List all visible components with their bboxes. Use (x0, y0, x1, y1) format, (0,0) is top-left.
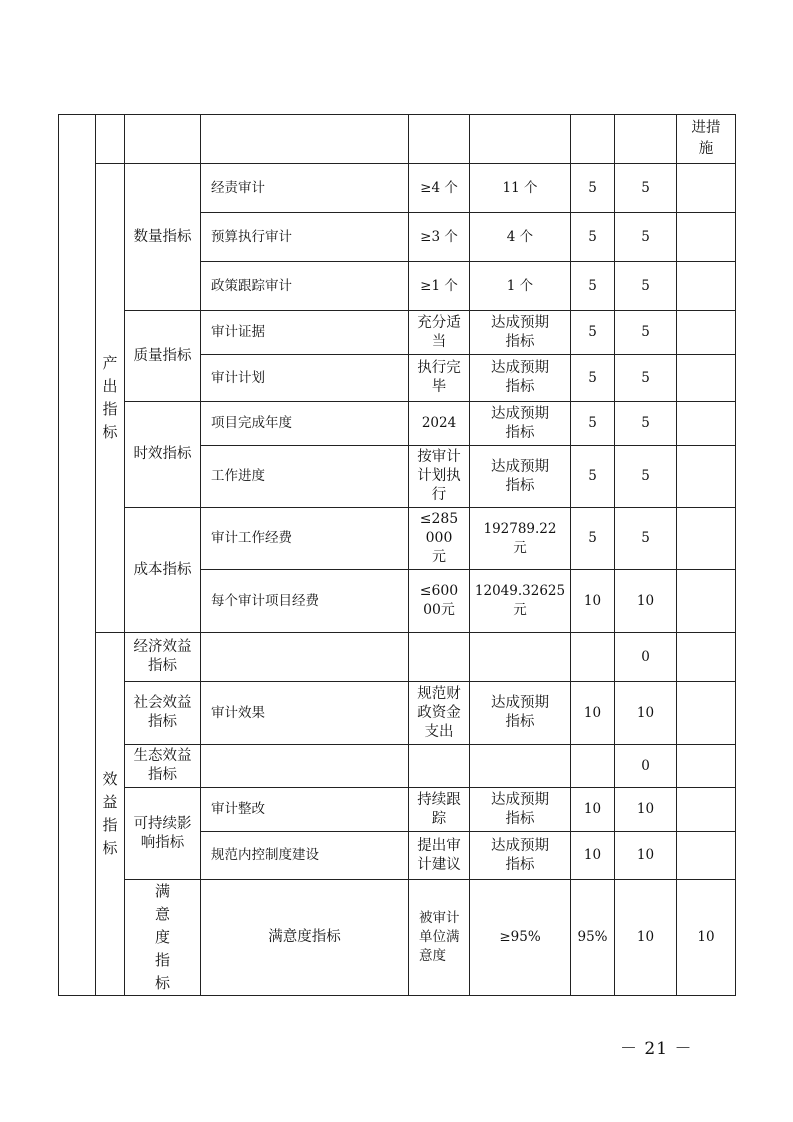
indicator-improvement (677, 164, 736, 213)
indicator-target: 规范财政资金支出 (409, 682, 470, 745)
indicator-score: 10 (615, 788, 677, 832)
indicator-actual: 达成预期指标 (470, 446, 571, 508)
indicator-score: 0 (615, 633, 677, 682)
indicator-name: 规范内控制度建设 (201, 832, 409, 880)
table-row (59, 682, 736, 745)
page-number: － 21 － (620, 1039, 693, 1059)
indicator-weight: 5 (571, 311, 615, 355)
indicator-actual: 4 个 (470, 213, 571, 262)
indicator-target: ≤285000元 (409, 508, 470, 570)
performance-indicator-table (58, 114, 736, 996)
improvement-measures-header: 进措施 (677, 115, 736, 164)
indicator-improvement (677, 633, 736, 682)
indicator-weight: 10 (571, 788, 615, 832)
indicator-weight: 10 (571, 570, 615, 633)
indicator-name: 政策跟踪审计 (201, 262, 409, 311)
indicator-target: ≥95% (470, 880, 571, 996)
cell-blank (409, 115, 470, 164)
indicator-score: 10 (677, 880, 736, 996)
indicator-weight: 10 (571, 832, 615, 880)
indicator-target: 充分适当 (409, 311, 470, 355)
indicator-score: 5 (615, 164, 677, 213)
indicator-target: ≤60000元 (409, 570, 470, 633)
indicator-weight (571, 633, 615, 682)
ecological-benefit-label: 生态效益指标 (125, 745, 201, 788)
level1-cell-blank (59, 115, 96, 996)
indicator-improvement (677, 262, 736, 311)
indicator-name (201, 633, 409, 682)
cell-blank (615, 115, 677, 164)
indicator-name: 审计整改 (201, 788, 409, 832)
indicator-improvement (677, 446, 736, 508)
indicator-actual: 95% (571, 880, 615, 996)
indicator-improvement (677, 213, 736, 262)
quality-indicator-label: 质量指标 (125, 311, 201, 402)
indicator-improvement (677, 832, 736, 880)
indicator-score: 5 (615, 213, 677, 262)
indicator-improvement (677, 745, 736, 788)
satisfaction-sub-label: 满意度指标 (201, 880, 409, 996)
table-row (59, 164, 736, 213)
sustainable-impact-label: 可持续影响指标 (125, 788, 201, 880)
indicator-weight (571, 745, 615, 788)
indicator-score: 5 (615, 402, 677, 446)
indicator-name: 被审计单位满意度 (409, 880, 470, 996)
indicator-target: 提出审计建议 (409, 832, 470, 880)
indicator-improvement (677, 311, 736, 355)
cell-blank (571, 115, 615, 164)
indicator-weight: 5 (571, 355, 615, 402)
indicator-score: 10 (615, 682, 677, 745)
indicator-target (409, 633, 470, 682)
indicator-weight: 5 (571, 164, 615, 213)
output-indicator-category: 产出指标 (96, 164, 125, 633)
indicator-score: 5 (615, 446, 677, 508)
indicator-target: 持续跟踪 (409, 788, 470, 832)
indicator-score: 10 (615, 570, 677, 633)
indicator-target: ≥4 个 (409, 164, 470, 213)
table-row (59, 508, 736, 570)
table-row (59, 311, 736, 355)
quantity-indicator-label: 数量指标 (125, 164, 201, 311)
indicator-target: 执行完毕 (409, 355, 470, 402)
social-benefit-label: 社会效益指标 (125, 682, 201, 745)
indicator-actual: 达成预期指标 (470, 311, 571, 355)
indicator-name: 预算执行审计 (201, 213, 409, 262)
indicator-name: 审计证据 (201, 311, 409, 355)
indicator-weight: 5 (571, 508, 615, 570)
table-row (59, 402, 736, 446)
indicator-actual (470, 633, 571, 682)
table-row (59, 788, 736, 832)
table-row (59, 115, 736, 164)
indicator-name: 审计工作经费 (201, 508, 409, 570)
indicator-actual: 达成预期指标 (470, 355, 571, 402)
economic-benefit-label: 经济效益指标 (125, 633, 201, 682)
indicator-actual: 1 个 (470, 262, 571, 311)
indicator-actual: 11 个 (470, 164, 571, 213)
indicator-actual: 192789.22元 (470, 508, 571, 570)
indicator-weight: 5 (571, 446, 615, 508)
indicator-name (201, 745, 409, 788)
indicator-score: 5 (615, 355, 677, 402)
indicator-weight: 10 (615, 880, 677, 996)
cell-blank (96, 115, 125, 164)
indicator-target: 2024 (409, 402, 470, 446)
indicator-improvement (677, 508, 736, 570)
indicator-actual: 12049.32625元 (470, 570, 571, 633)
cell-blank (201, 115, 409, 164)
indicator-actual: 达成预期指标 (470, 788, 571, 832)
indicator-name: 工作进度 (201, 446, 409, 508)
indicator-score: 0 (615, 745, 677, 788)
indicator-improvement (677, 355, 736, 402)
indicator-actual: 达成预期指标 (470, 832, 571, 880)
indicator-name: 每个审计项目经费 (201, 570, 409, 633)
indicator-score: 10 (615, 832, 677, 880)
indicator-score: 5 (615, 311, 677, 355)
indicator-name: 审计效果 (201, 682, 409, 745)
indicator-name: 项目完成年度 (201, 402, 409, 446)
indicator-name: 经责审计 (201, 164, 409, 213)
satisfaction-indicator-category: 满意度指标 (125, 880, 201, 996)
indicator-weight: 10 (571, 682, 615, 745)
cost-indicator-label: 成本指标 (125, 508, 201, 633)
indicator-target: ≥3 个 (409, 213, 470, 262)
indicator-actual: 达成预期指标 (470, 402, 571, 446)
benefit-indicator-category: 效益指标 (96, 633, 125, 996)
indicator-target: ≥1 个 (409, 262, 470, 311)
indicator-score: 5 (615, 262, 677, 311)
indicator-improvement (677, 788, 736, 832)
indicator-improvement (677, 570, 736, 633)
table-row (59, 880, 736, 996)
indicator-actual (470, 745, 571, 788)
cell-blank (470, 115, 571, 164)
indicator-target: 按审计计划执行 (409, 446, 470, 508)
indicator-improvement (677, 402, 736, 446)
indicator-weight: 5 (571, 402, 615, 446)
indicator-actual: 达成预期指标 (470, 682, 571, 745)
table-row (59, 745, 736, 788)
timeliness-indicator-label: 时效指标 (125, 402, 201, 508)
indicator-weight: 5 (571, 213, 615, 262)
indicator-score: 5 (615, 508, 677, 570)
indicator-target (409, 745, 470, 788)
indicator-improvement (677, 682, 736, 745)
table-row (59, 633, 736, 682)
indicator-name: 审计计划 (201, 355, 409, 402)
cell-blank (125, 115, 201, 164)
indicator-weight: 5 (571, 262, 615, 311)
